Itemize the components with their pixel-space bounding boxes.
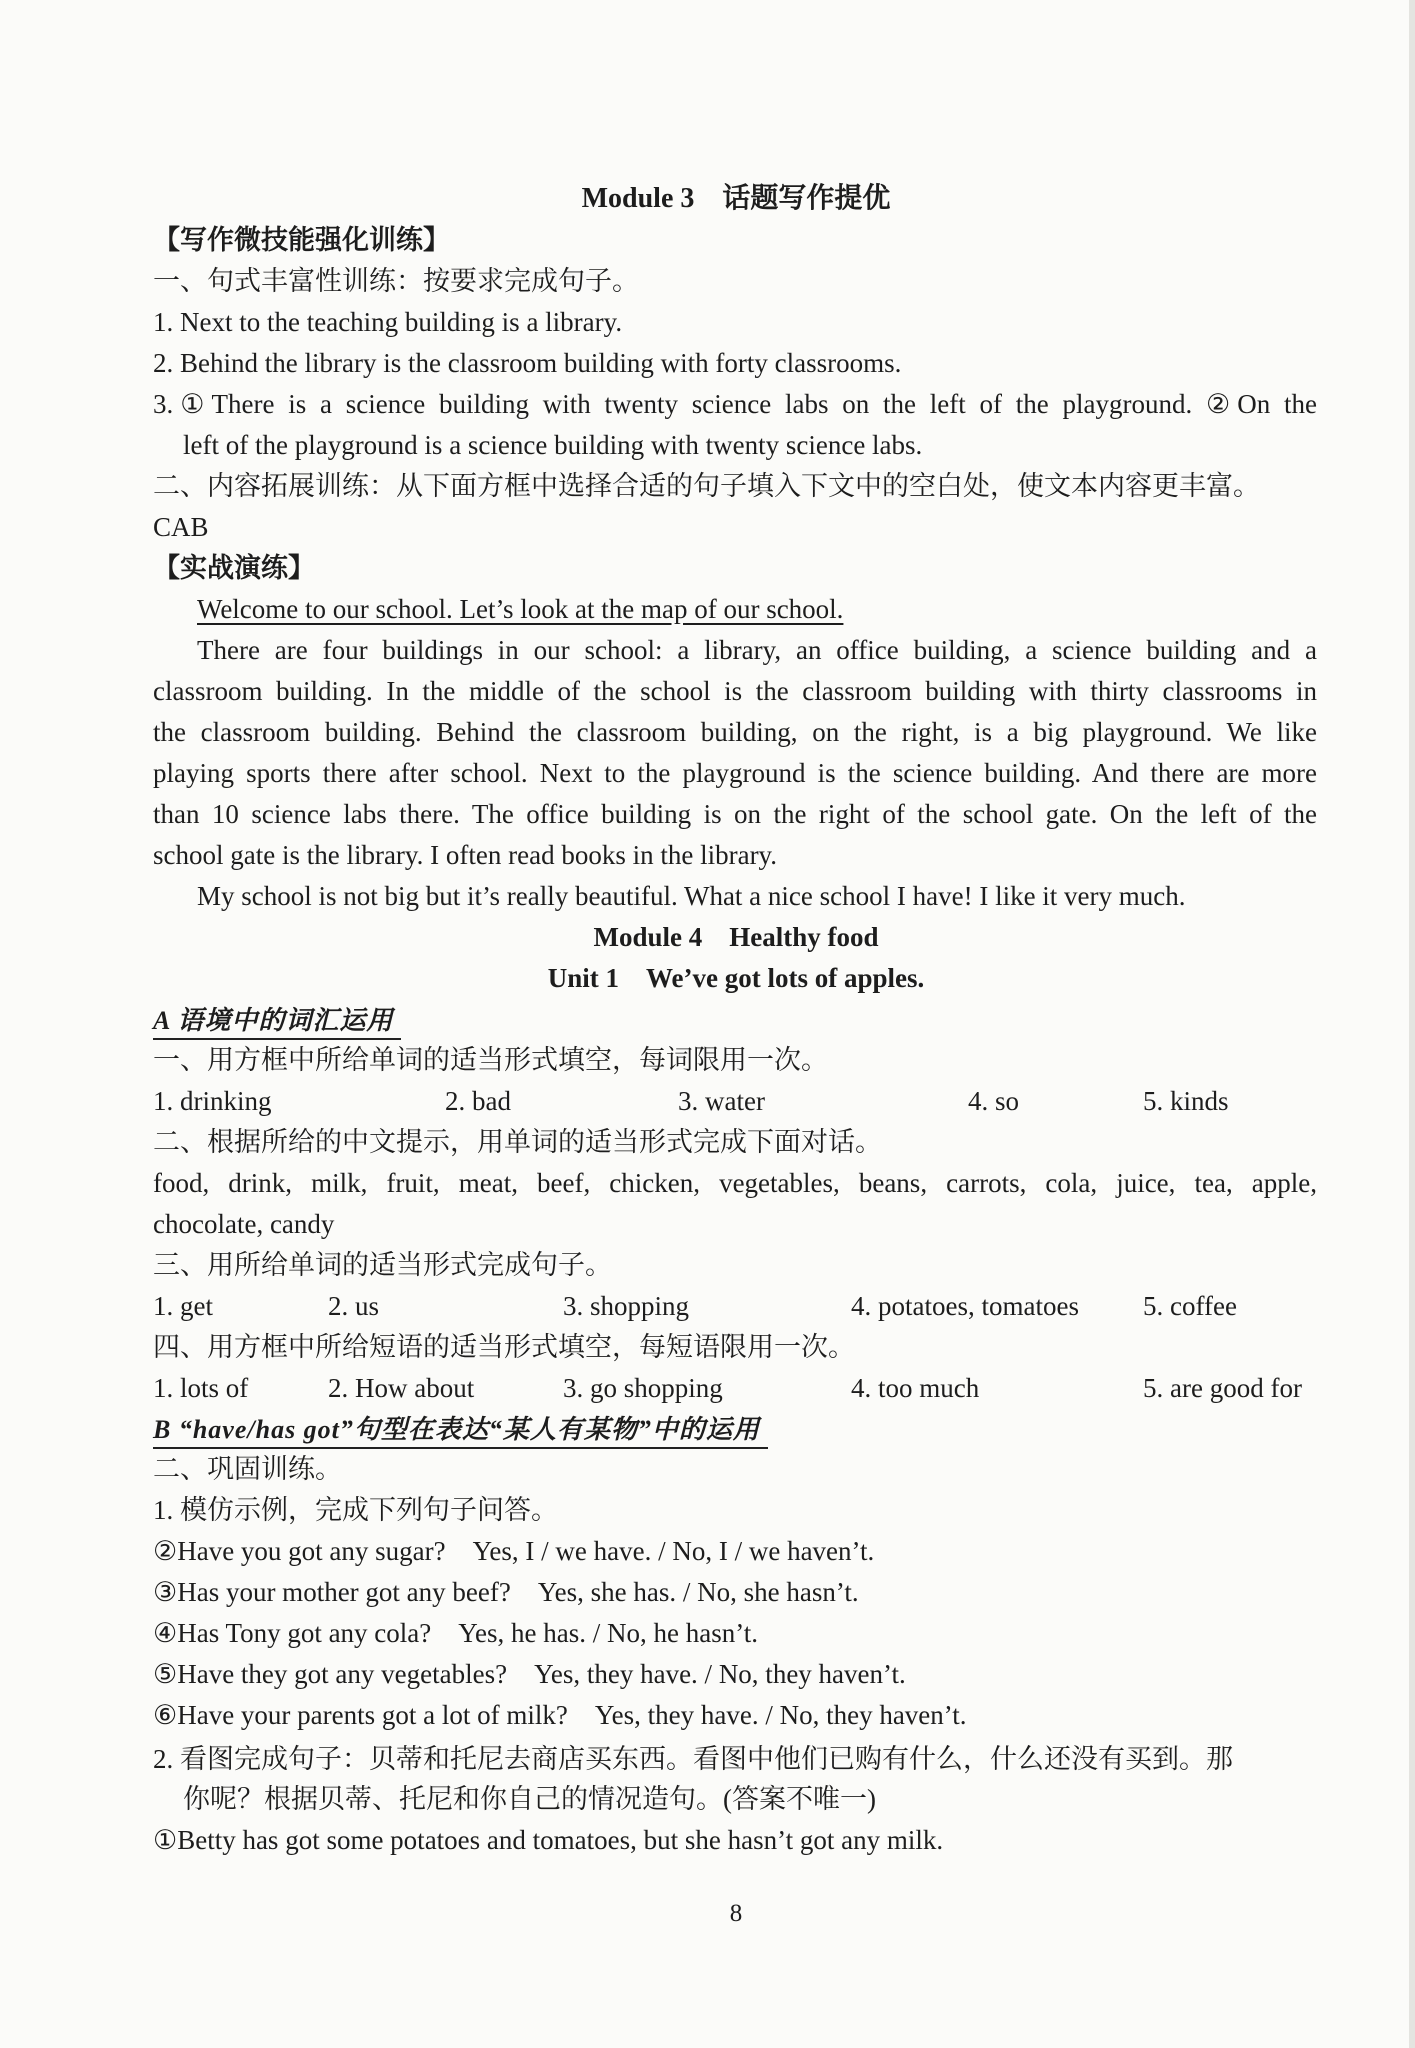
b2-q1-heading: 1. 模仿示例，完成下列句子问答。 bbox=[153, 1495, 558, 1525]
answer-item: 1. lots of bbox=[153, 1373, 249, 1403]
b2-q1-answer: ⑥Have your parents got a lot of milk? Yes, they have. / No, they haven’t. bbox=[153, 1700, 967, 1730]
essay-line: the classroom building. Behind the classroom building, on the right, is a big playground. We like bbox=[153, 717, 1317, 747]
b2-q2-line-1: 2. 看图完成句子：贝蒂和托尼去商店买东西。看图中他们已购有什么，什么还没有买到。那 bbox=[153, 1744, 1233, 1774]
a3-heading: 三、用所给单词的适当形式完成句子。 bbox=[153, 1250, 612, 1280]
b2-q1-answer: ③Has your mother got any beef? Yes, she has. / No, she hasn’t. bbox=[153, 1577, 859, 1607]
section-b-heading: B “have/has got”句型在表达“某人有某物”中的运用 bbox=[153, 1413, 768, 1449]
essay-line: than 10 science labs there. The office building is on the right of the school gate. On the left of the bbox=[153, 799, 1317, 829]
answer-item: 2. How about bbox=[328, 1373, 475, 1403]
answer-item: 2. us bbox=[328, 1291, 380, 1321]
answer-item: 3. shopping bbox=[563, 1291, 690, 1321]
skills-heading: 【写作微技能强化训练】 bbox=[153, 225, 450, 255]
b2-q1-answer: ⑤Have they got any vegetables? Yes, they have. / No, they haven’t. bbox=[153, 1659, 906, 1689]
answer-item: 4. potatoes, tomatoes bbox=[851, 1291, 1079, 1321]
answer-item: 5. are good for bbox=[1143, 1373, 1302, 1403]
module4-title: Module 4 Healthy food bbox=[593, 922, 879, 952]
a4-heading: 四、用方框中所给短语的适当形式填空，每短语限用一次。 bbox=[153, 1332, 855, 1362]
a2-heading: 二、根据所给的中文提示，用单词的适当形式完成下面对话。 bbox=[153, 1127, 882, 1157]
section-a-heading: A 语境中的词汇运用 bbox=[153, 1004, 401, 1040]
page-number: 8 bbox=[729, 1900, 743, 1927]
essay-line: classroom building. In the middle of the school is the classroom building with thirty classrooms in bbox=[153, 676, 1317, 706]
answer-3-line-1: 3.①There is a science building with twenty science labs on the left of the playground. ②On the bbox=[153, 389, 1317, 419]
b2-q2-answer-1: ①Betty has got some potatoes and tomatoes, but she hasn’t got any milk. bbox=[153, 1825, 944, 1855]
answer-item: 4. too much bbox=[851, 1373, 980, 1403]
part2-answer: CAB bbox=[153, 512, 209, 542]
unit-title: Unit 1 We’ve got lots of apples. bbox=[547, 963, 925, 993]
a2-answer-line-1: food, drink, milk, fruit, meat, beef, chicken, vegetables, beans, carrots, cola, juice, tea, apple, bbox=[153, 1168, 1317, 1198]
b2-q2-line-2: 你呢？根据贝蒂、托尼和你自己的情况造句。(答案不唯一) bbox=[183, 1784, 876, 1814]
essay-line: playing sports there after school. Next to the playground is the science building. And there are more bbox=[153, 758, 1317, 788]
page-edge bbox=[1409, 0, 1415, 2048]
essay-last-paragraph: My school is not big but it’s really beautiful. What a nice school I have! I like it very much. bbox=[197, 881, 1186, 911]
answer-item: 4. so bbox=[968, 1086, 1020, 1116]
answer-item: 1. get bbox=[153, 1291, 213, 1321]
answer-item: 5. kinds bbox=[1143, 1086, 1229, 1116]
part2-heading: 二、内容拓展训练：从下面方框中选择合适的句子填入下文中的空白处，使文本内容更丰富。 bbox=[153, 471, 1260, 501]
essay-first-line: Welcome to our school. Let’s look at the map of our school. bbox=[197, 594, 844, 624]
a2-answer-line-2: chocolate, candy bbox=[153, 1209, 335, 1239]
answer-item: 2. bad bbox=[445, 1086, 511, 1116]
answer-3-line-2: left of the playground is a science building with twenty science labs. bbox=[183, 430, 923, 460]
b2-heading: 二、巩固训练。 bbox=[153, 1454, 342, 1484]
practice-heading: 【实战演练】 bbox=[153, 553, 315, 583]
part1-heading: 一、句式丰富性训练：按要求完成句子。 bbox=[153, 266, 639, 296]
answer-item: 1. drinking bbox=[153, 1086, 272, 1116]
answer-item: 3. water bbox=[678, 1086, 765, 1116]
answer-item: 3. go shopping bbox=[563, 1373, 723, 1403]
a1-heading: 一、用方框中所给单词的适当形式填空，每词限用一次。 bbox=[153, 1045, 828, 1075]
module3-title: Module 3 话题写作提优 bbox=[581, 183, 891, 214]
b2-q1-answer: ④Has Tony got any cola? Yes, he has. / No, he hasn’t. bbox=[153, 1618, 758, 1648]
essay-line: school gate is the library. I often read books in the library. bbox=[153, 840, 778, 870]
b2-q1-answer: ②Have you got any sugar? Yes, I / we have. / No, I / we haven’t. bbox=[153, 1536, 875, 1566]
answer-item: 5. coffee bbox=[1143, 1291, 1237, 1321]
essay-line: There are four buildings in our school: a library, an office building, a science building and a bbox=[197, 635, 1317, 665]
answer-1: 1. Next to the teaching building is a library. bbox=[153, 307, 623, 337]
answer-2: 2. Behind the library is the classroom building with forty classrooms. bbox=[153, 348, 902, 378]
